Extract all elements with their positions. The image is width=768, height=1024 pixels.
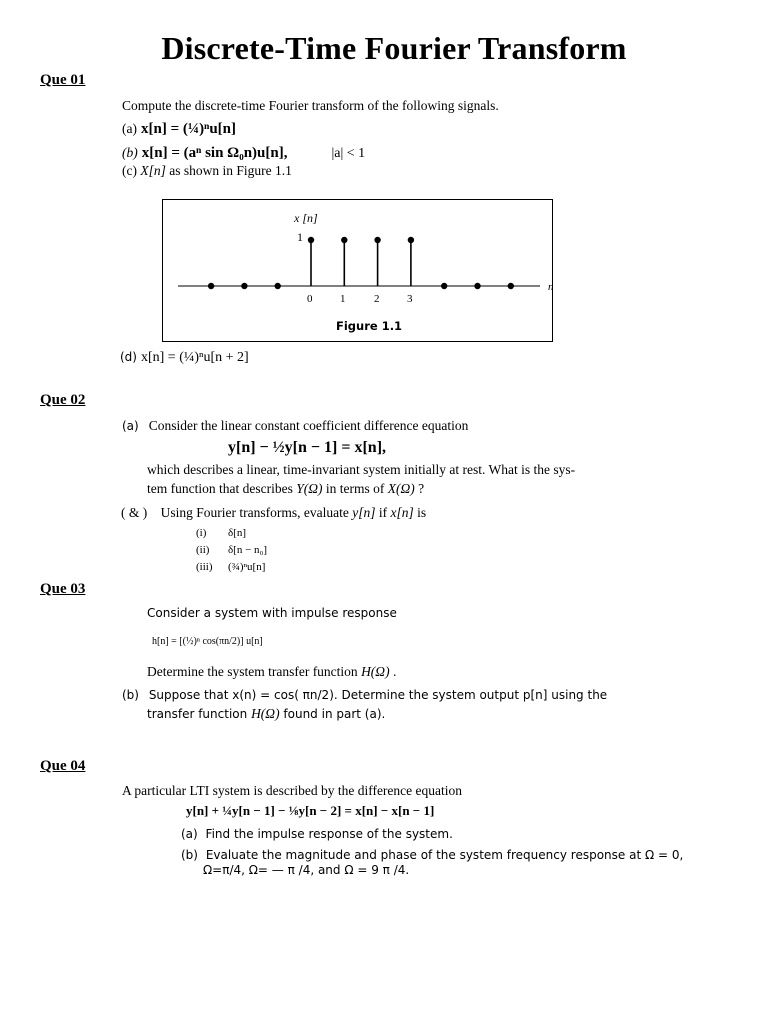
tick-label-3: 3: [407, 293, 413, 305]
q3-b-line2: [147, 706, 385, 722]
q3-intro: Consider a system with impulse response: [147, 606, 397, 620]
q2-text-line1: which describes a linear, time-invariant system initially at rest. What is the sys-: [147, 462, 576, 477]
q1-d-label: (d): [120, 350, 137, 364]
q4-intro: A particular LTI system is described by the difference equation: [122, 783, 463, 798]
q2-item-iii-label: (iii): [196, 561, 213, 573]
q2-item-i-label: (i): [196, 527, 207, 539]
tick-label-1: 1: [340, 293, 346, 305]
stem-point-n0: [308, 237, 314, 243]
q4-a-text: Find the impulse response of the system.: [205, 827, 453, 841]
question-3-heading: Que 03: [40, 581, 86, 597]
q3-b-line1: Suppose that x(n) = cos( πn/2). Determine the system output p[n] using the: [148, 688, 608, 702]
q2-line2-y: Y(Ω): [296, 481, 323, 496]
q2-line2-b: in terms of: [325, 481, 385, 496]
q3-b-line2-a: transfer function: [147, 707, 248, 721]
stem-point-n1: [341, 237, 347, 243]
q2-b-label: ( & ): [121, 505, 148, 520]
q2-line2-a: tem function that describes: [147, 481, 293, 496]
q2-item-ii-label: (ii): [196, 544, 210, 556]
q3-b-label: (b): [122, 688, 139, 702]
q3-b-line2-b: found in part (a).: [283, 707, 386, 721]
q3-part-b: [122, 688, 607, 702]
q1-c-signal: X[n]: [140, 163, 166, 178]
q1-b-expression: x[n] = (aⁿ sin Ω₀n)u[n],: [141, 145, 288, 161]
q2-b-xn: x[n]: [390, 505, 414, 520]
question-2-heading: Que 02: [40, 392, 86, 408]
q4-b-line2: Ω=π/4, Ω= — π /4, and Ω = 9 π /4.: [203, 863, 410, 877]
question-1-heading: Que 01: [40, 72, 86, 88]
q4-b-label: (b): [181, 848, 198, 862]
q3-determine-b: .: [392, 664, 397, 679]
q4-part-a: [181, 827, 453, 841]
q2-item-iii-expression: (¾)ⁿu[n]: [228, 561, 266, 573]
q2-text-line2: [147, 481, 424, 497]
q1-a-expression: x[n] = (¼)ⁿu[n]: [140, 121, 236, 137]
tick-label-2: 2: [374, 293, 380, 305]
stem-point-n2: [374, 237, 380, 243]
q2-b-is: is: [417, 505, 427, 520]
q2-b-yn: y[n]: [352, 505, 376, 520]
amplitude-one-label: 1: [297, 230, 303, 244]
q1-b-label: (b): [122, 145, 138, 160]
q4-equation: y[n] + ¼y[n − 1] − ⅛y[n − 2] = x[n] − x[n − 1]: [186, 803, 435, 818]
q2-line2-c: ?: [418, 481, 425, 496]
q3-determine: [147, 664, 396, 680]
q1-intro: Compute the discrete-time Fourier transform of the following signals.: [122, 98, 499, 113]
q2-b-if: if: [378, 505, 388, 520]
q2-b-text: Using Fourier transforms, evaluate: [160, 505, 349, 520]
q4-b-line1: Evaluate the magnitude and phase of the system frequency response at Ω = 0,: [205, 848, 684, 862]
q2-line2-x: X(Ω): [387, 481, 415, 496]
xn-axis-label: x [n]: [294, 211, 318, 225]
q3-impulse-response: h[n] = [(½)ⁿ cos(πn/2)] u[n]: [152, 636, 263, 647]
n-axis-label: n: [548, 281, 554, 293]
q3-determine-a: Determine the system transfer function: [147, 664, 358, 679]
tick-label-0: 0: [307, 293, 313, 305]
q1-d-expression: x[n] = (¼)ⁿu[n + 2]: [140, 350, 249, 365]
q2-a-text: Consider the linear constant coefficient difference equation: [148, 418, 469, 433]
q2-equation: y[n] − ½y[n − 1] = x[n],: [228, 439, 387, 456]
q2-part-a: [122, 417, 468, 435]
q3-determine-h: H(Ω): [361, 664, 390, 679]
page-title: Discrete-Time Fourier Transform: [161, 30, 627, 66]
q2-item-i-expression: δ[n]: [228, 527, 247, 539]
q1-b-condition: |a| < 1: [331, 146, 366, 161]
q2-part-b: [121, 505, 426, 521]
question-4-heading: Que 04: [40, 758, 86, 774]
q2-a-label: (a): [122, 419, 139, 433]
stem-point-n3: [408, 237, 414, 243]
q1-c-label: (c): [122, 163, 137, 178]
q2-item-ii-expression: δ[n − n₀]: [228, 544, 268, 556]
q3-b-line2-h: H(Ω): [251, 706, 280, 721]
figure-caption: Figure 1.1: [336, 319, 403, 333]
q1-part-d: [120, 348, 249, 366]
q4-part-b: [181, 848, 683, 862]
q4-a-label: (a): [181, 827, 198, 841]
q1-c-text: as shown in Figure 1.1: [169, 163, 292, 178]
q1-a-label: (a): [122, 121, 137, 136]
stem-plot: [208, 237, 514, 289]
